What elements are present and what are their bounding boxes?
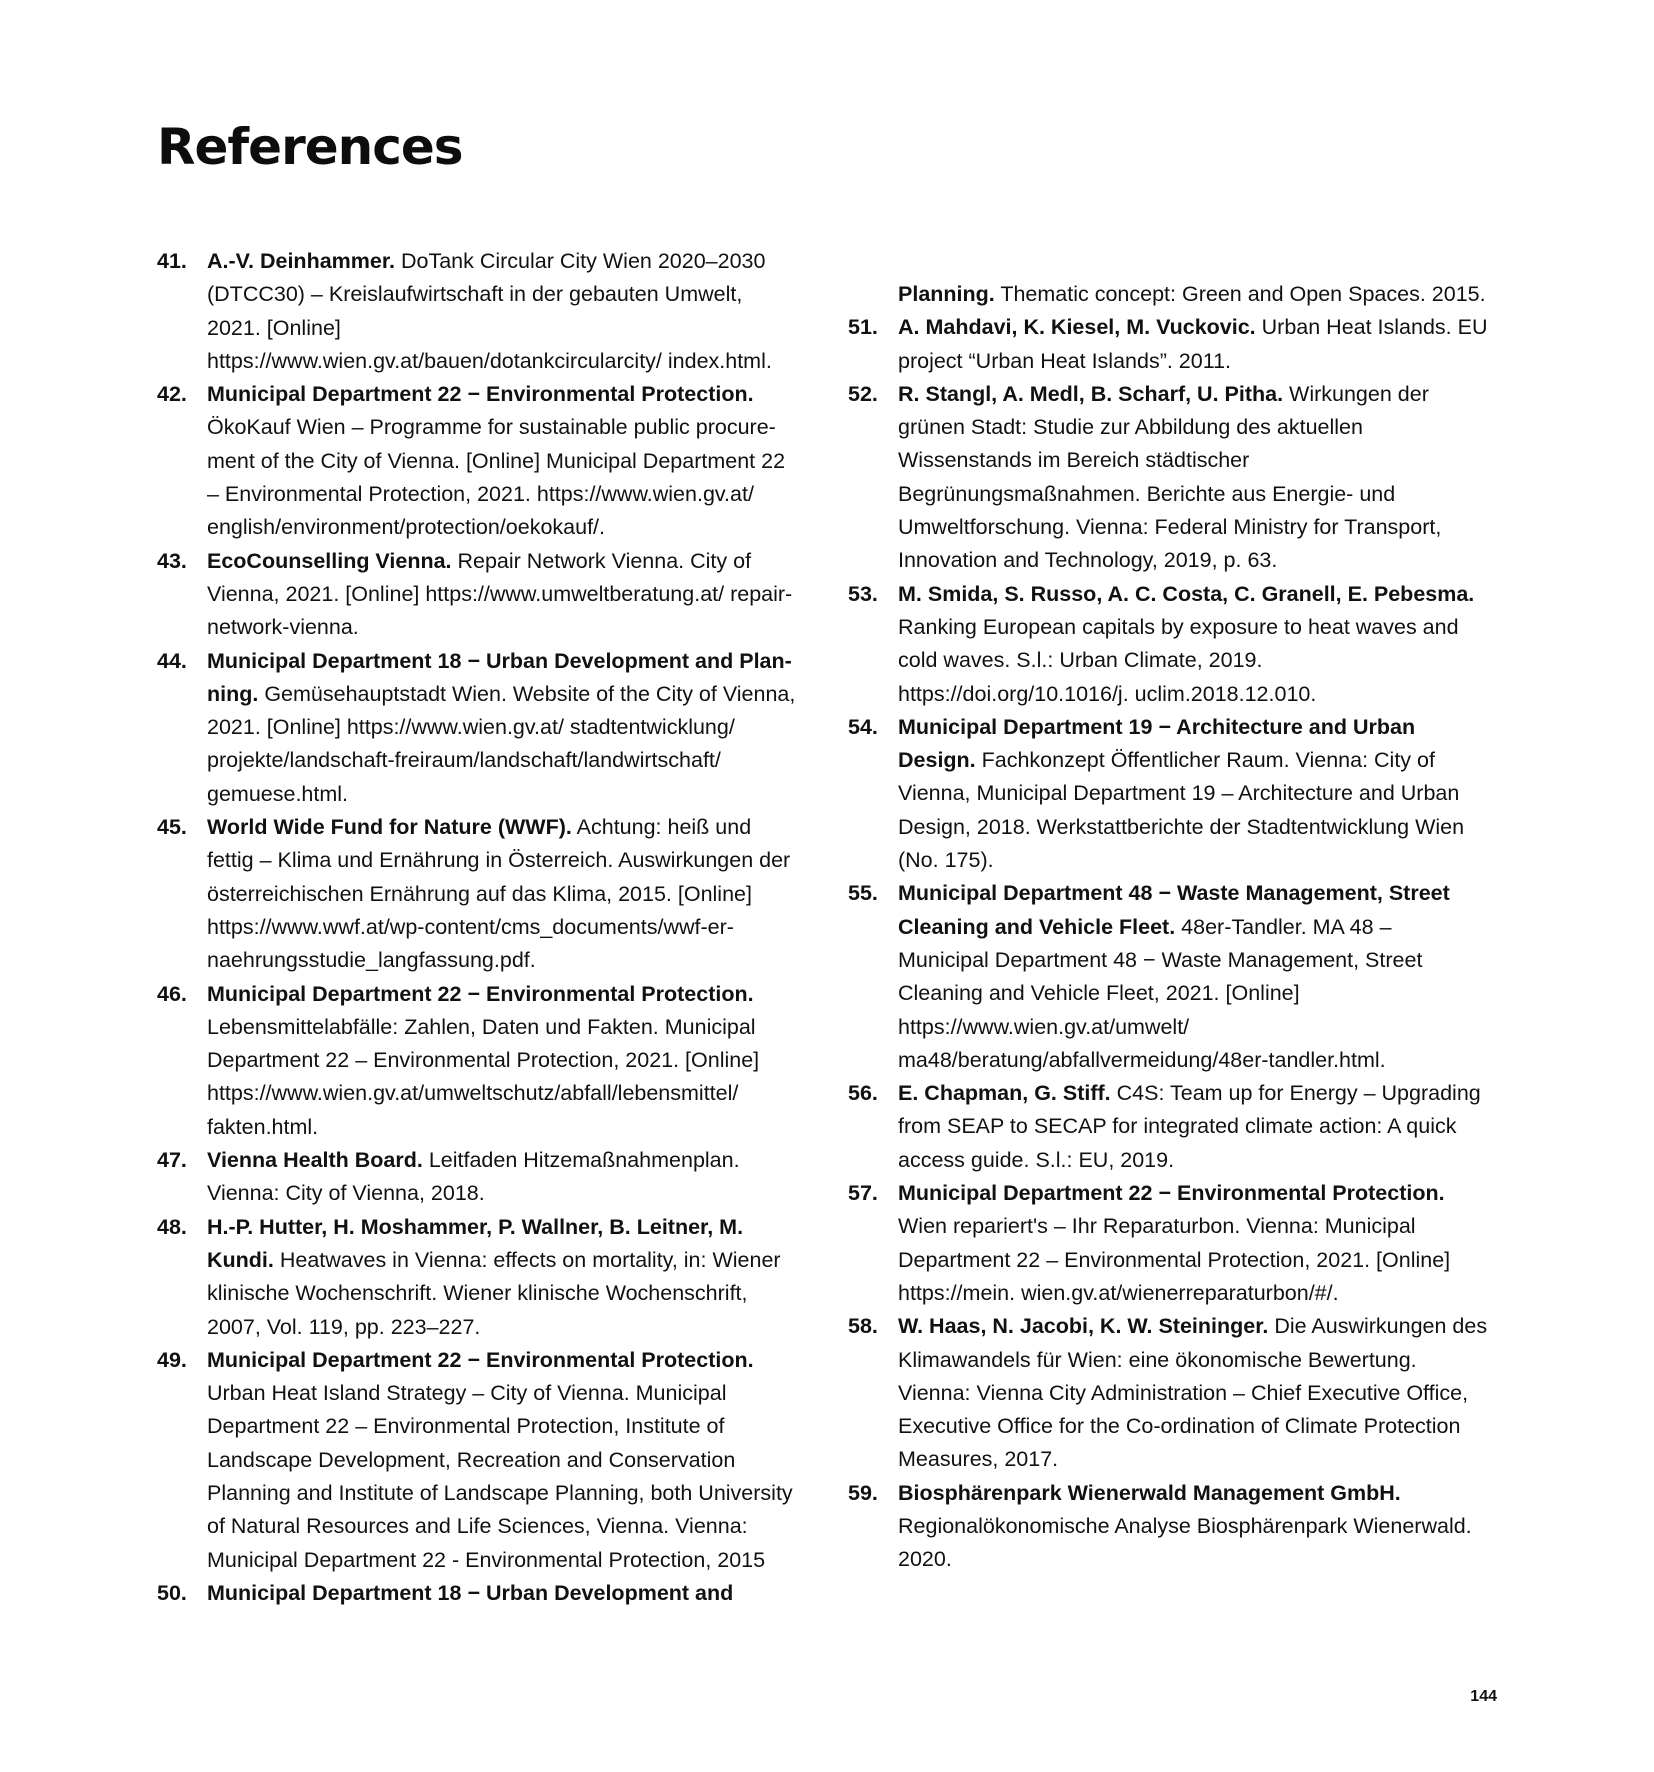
reference-text: Repair Network Vienna. City of Vienna, 2021. [Online] https://www.umweltberatung.at/ repair-network-vienna. — [207, 548, 793, 640]
reference-entry — [848, 278, 1488, 311]
reference-number: 53. — [848, 581, 878, 606]
reference-number: 57. — [848, 1181, 878, 1206]
reference-text: Wirkungen der grünen Stadt: Studie zur Abbildung des aktuellen Wissenstands im Bereich städtischer Begrünungsmaßnahmen. Berichte aus Energie- und Umweltforschung. Vienna: Federal Ministry for Transport, Innovation and Technology, 2019, p. 63. — [898, 381, 1442, 573]
reference-author: R. Stangl, A. Medl, B. Scharf, U. Pitha. — [898, 381, 1284, 406]
reference-number: 42. — [157, 382, 187, 407]
reference-author: H.-P. Hutter, H. Moshammer, P. Wallner, B. Leitner, M. Kundi. — [207, 1214, 744, 1272]
reference-number: 44. — [157, 648, 187, 673]
reference-entry — [157, 245, 797, 378]
reference-text: DoTank Circular City Wien 2020–2030 (DTCC30) – Kreislaufwirtschaft in der gebauten Umwelt, 2021. [Online] https://www.wien.gv.at/bauen/dotankcircularcity/ index.html. — [207, 249, 772, 373]
reference-text: Leitfaden Hitzemaßnahmenplan. Vienna: City of Vienna, 2018. — [207, 1148, 740, 1206]
reference-entry — [157, 1211, 797, 1344]
reference-text: ÖkoKauf Wien – Programme for sustainable public procurement of the City of Vienna. [Online] Municipal Department 22 – Environmental Protection, 2021. https://www.wien.gv.at/ english/environment/protection/oekokauf/. — [207, 415, 786, 540]
reference-author: Vienna Health Board. — [207, 1148, 423, 1173]
reference-author: Municipal Department 22 − Environmental Protection. — [207, 382, 754, 407]
reference-entry — [848, 1077, 1488, 1177]
reference-number: 54. — [848, 714, 878, 739]
page-title: References — [157, 118, 463, 176]
reference-author: M. Smida, S. Russo, A. C. Costa, C. Granell, E. Pebesma. — [898, 581, 1475, 606]
reference-text: Urban Heat Islands. EU project “Urban Heat Islands”. 2011. — [898, 315, 1488, 373]
reference-entry — [157, 1344, 797, 1577]
reference-number: 58. — [848, 1314, 878, 1339]
reference-author: EcoCounselling Vienna. — [207, 548, 452, 573]
reference-text: Regionalökonomische Analyse Biosphärenpark Wienerwald. 2020. — [898, 1513, 1472, 1572]
reference-entry — [157, 811, 797, 977]
reference-number: 55. — [848, 881, 878, 906]
reference-text: Ranking European capitals by exposure to heat waves and cold waves. S.l.: Urban Climate, 2019. https://doi.org/10.1016/j. uclim.2018.12.010. — [898, 614, 1459, 706]
reference-number: 51. — [848, 315, 878, 340]
reference-entry — [848, 877, 1488, 1077]
reference-author: Municipal Department 48 − Waste Management, Street Cleaning and Vehicle Fleet. — [898, 881, 1450, 939]
reference-entry — [848, 378, 1488, 578]
reference-number: 46. — [157, 981, 187, 1006]
reference-text: Lebensmittelabfälle: Zahlen, Daten und Fakten. Municipal Department 22 – Environmental Protection, 2021. [Online] https://www.wien.gv.at/umweltschutz/abfall/lebensmittel/ fakten.html. — [207, 1014, 760, 1139]
reference-author: Municipal Department 18 − Urban Development and Planning. — [207, 648, 792, 706]
reference-number: 41. — [157, 249, 187, 273]
reference-number: 43. — [157, 548, 187, 573]
reference-number: 52. — [848, 381, 878, 406]
reference-text: Gemüsehauptstadt Wien. Website of the City of Vienna, 2021. [Online] https://www.wien.gv.at/ stadtentwicklung/ projekte/landschaft-freiraum/landschaft/landwirtschaft/ gemuese.html. — [207, 681, 796, 806]
reference-number: 50. — [157, 1580, 187, 1605]
reference-author: Municipal Department 22 − Environmental Protection. — [207, 981, 754, 1006]
references-left-column — [157, 245, 797, 1610]
references-right-column — [848, 278, 1488, 1577]
reference-number: 56. — [848, 1081, 878, 1106]
reference-number: 45. — [157, 815, 187, 840]
reference-number: 59. — [848, 1480, 878, 1505]
reference-entry — [157, 378, 797, 544]
reference-entry — [157, 1577, 797, 1610]
reference-author: Biosphärenpark Wienerwald Management GmbH. — [898, 1480, 1401, 1505]
reference-author: World Wide Fund for Nature (WWF). — [207, 815, 572, 840]
reference-text: Achtung: heiß und fettig – Klima und Ernährung in Österreich. Auswirkungen der österreichischen Ernährung auf das Klima, 2015. [Online] https://www.wwf.at/wp-content/cms_documents/wwf-ernaehrungsstudie_langfassung.pdf. — [207, 815, 791, 973]
reference-text: Die Auswirkungen des Klimawandels für Wien: eine ökonomische Bewertung. Vienna: Vienna City Administration – Chief Executive Office, Executive Office for the Co-ordination of Climate Protection Measures, 2017. — [898, 1314, 1488, 1472]
reference-author: E. Chapman, G. Stiff. — [898, 1081, 1111, 1106]
reference-entry — [848, 1477, 1488, 1577]
reference-entry — [848, 578, 1488, 711]
reference-text: Wien repariert's – Ihr Reparaturbon. Vienna: Municipal Department 22 – Environmental Protection, 2021. [Online] https://mein. wien.gv.at/wienerreparaturbon/#/. — [898, 1214, 1451, 1305]
reference-entry — [848, 311, 1488, 378]
reference-author: Planning. — [898, 282, 995, 306]
reference-text: Heatwaves in Vienna: effects on mortality, in: Wiener klinische Wochenschrift. Wiener klinische Wochenschrift, 2007, Vol. 119, pp. 223–227. — [207, 1247, 781, 1339]
reference-author: A. Mahdavi, K. Kiesel, M. Vuckovic. — [898, 315, 1256, 340]
reference-author: Municipal Department 19 − Architecture and Urban Design. — [898, 714, 1416, 773]
reference-author: Municipal Department 18 − Urban Development and — [207, 1580, 734, 1605]
reference-author: Municipal Department 22 − Environmental Protection. — [898, 1181, 1445, 1206]
reference-author: Municipal Department 22 − Environmental Protection. — [207, 1347, 754, 1372]
reference-text: Urban Heat Island Strategy – City of Vienna. Municipal Department 22 – Environmental Protection, Institute of Landscape Development, Recreation and Conservation Planning and Institute of Landscape Planning, both University of Natural Resources and Life Sciences, Vienna. Vienna: Municipal Department 22 - Environmental Protection, 2015 — [207, 1381, 793, 1572]
reference-entry — [157, 545, 797, 645]
reference-entry — [157, 645, 797, 811]
reference-entry — [848, 1310, 1488, 1476]
reference-number: 47. — [157, 1148, 187, 1173]
page-number: 144 — [1470, 1688, 1497, 1705]
reference-author: W. Haas, N. Jacobi, K. W. Steininger. — [898, 1314, 1269, 1339]
reference-number: 49. — [157, 1347, 187, 1372]
reference-text: C4S: Team up for Energy – Upgrading from SEAP to SECAP for integrated climate action: A quick access guide. S.l.: EU, 2019. — [898, 1081, 1481, 1172]
reference-number: 48. — [157, 1214, 187, 1239]
reference-entry — [848, 1177, 1488, 1310]
reference-text: Thematic concept: Green and Open Spaces. 2015. — [994, 282, 1486, 306]
reference-author: A.-V. Deinhammer. — [207, 249, 395, 273]
reference-entry — [157, 1144, 797, 1211]
reference-entry — [848, 711, 1488, 877]
reference-entry — [157, 978, 797, 1144]
reference-text: Fachkonzept Öffentlicher Raum. Vienna: City of Vienna, Municipal Department 19 – Architecture and Urban Design, 2018. Werkstattberichte der Stadtentwicklung Wien (No. 175). — [898, 748, 1465, 873]
reference-text: 48er-Tandler. MA 48 – Municipal Department 48 − Waste Management, Street Cleaning and Vehicle Fleet, 2021. [Online] https://www.wien.gv.at/umwelt/ ma48/beratung/abfallvermeidung/48er-tandler.html. — [898, 914, 1423, 1072]
